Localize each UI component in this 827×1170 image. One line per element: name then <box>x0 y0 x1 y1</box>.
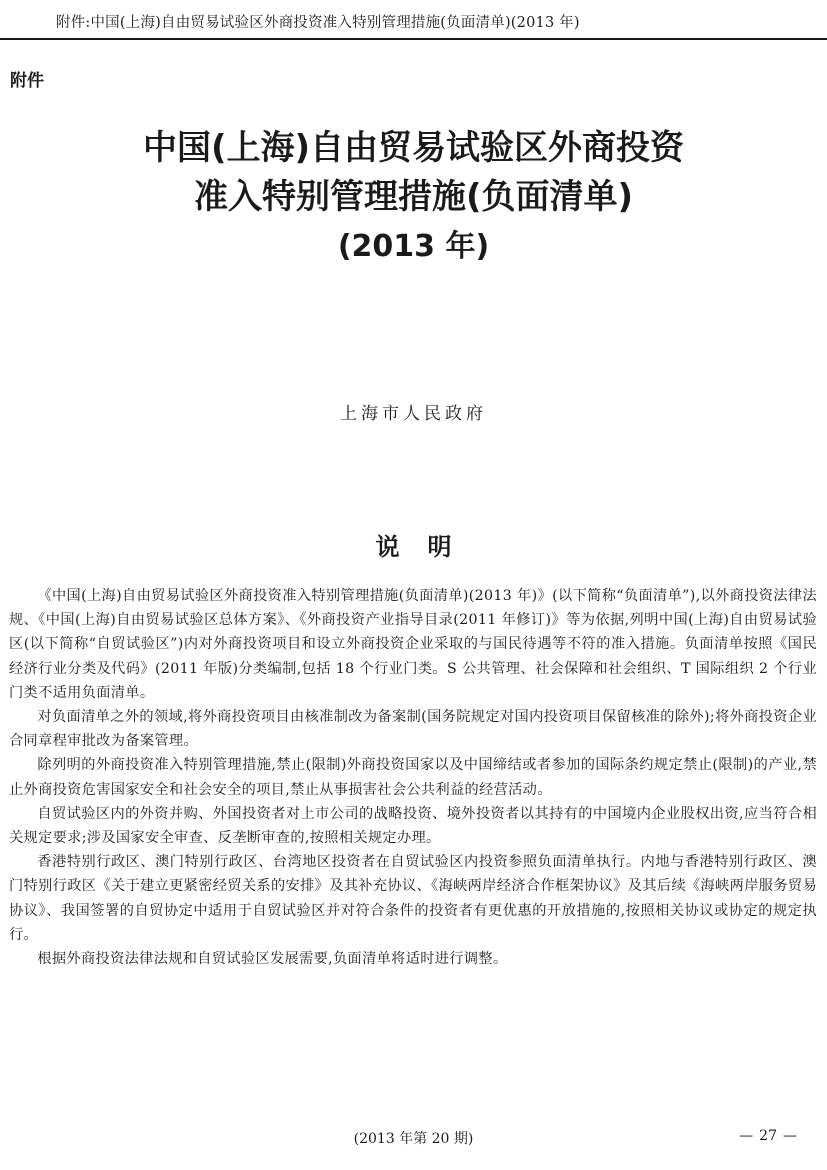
title-line-2: 准入特别管理措施(负面清单) <box>193 177 634 217</box>
issuer: 上海市人民政府 <box>340 404 487 424</box>
annex-label: 附件 <box>10 71 44 91</box>
footer-issue: (2013 年第 20 期) <box>353 1131 474 1147</box>
paragraph: 香港特别行政区、澳门特别行政区、台湾地区投资者在自贸试验区内投资参照负面清单执行。内地与香港特别行政区、澳门特别行政区《关于建立更紧密经贸关系的安排》及其补充协议、《海峡两岸经济合作框架协议》及其后续《海峡两岸服务贸易协议》、我国签署的自贸协定中适用于自贸试验区并对符合条件的投资者有更优惠的开放措施的,按照相关协议或协定的规定执行。 <box>9 854 817 943</box>
header-divider <box>0 38 827 40</box>
page-dash-right: — <box>783 1128 797 1144</box>
body-text <box>9 584 817 971</box>
paragraph: 除列明的外商投资准入特别管理措施,禁止(限制)外商投资国家以及中国缔结或者参加的国际条约规定禁止(限制)的产业,禁止外商投资危害国家安全和社会安全的项目,禁止从事损害社会公共利益的经营活动。 <box>9 757 817 798</box>
page-number-value: 27 <box>759 1128 777 1144</box>
paragraph: 自贸试验区内的外资并购、外国投资者对上市公司的战略投资、境外投资者以其持有的中国境内企业股权出资,应当符合相关规定要求;涉及国家安全审查、反垄断审查的,按照相关规定办理。 <box>9 805 817 847</box>
document-title <box>0 124 827 271</box>
section-heading: 说明 <box>375 533 480 561</box>
paragraph: 根据外商投资法律法规和自贸试验区发展需要,负面清单将适时进行调整。 <box>37 951 508 968</box>
paragraph: 对负面清单之外的领域,将外商投资项目由核准制改为备案制(国务院规定对国内投资项目保留核准的除外);将外商投资企业合同章程审批改为备案管理。 <box>9 709 817 750</box>
title-line-3: (2013 年) <box>337 229 490 264</box>
page-dash-left: — <box>739 1128 754 1144</box>
running-header: 附件:中国(上海)自由贸易试验区外商投资准入特别管理措施(负面清单)(2013 年) <box>56 15 580 31</box>
paragraph: 《中国(上海)自由贸易试验区外商投资准入特别管理措施(负面清单)(2013 年)》(以下简称“负面清单”),以外商投资法律法规、《中国(上海)自由贸易试验区总体方案》、《外商投资产业指导目录(2011 年修订)》等为依据,列明中国(上海)自由贸易试验区(以下简称“自贸试验区”)内对外商投资项目和设立外商投资企业采取的与国民待遇等不符的准入措施。负面清单按照《国民经济行业分类及代码》(2011 年版)分类编制,包括 18 个行业门类。S 公共管理、社会保障和社会组织、T 国际组织 2 个行业门类不适用负面清单。 <box>9 588 817 701</box>
page-number <box>733 1128 803 1144</box>
title-line-1: 中国(上海)自由贸易试验区外商投资 <box>142 128 685 168</box>
